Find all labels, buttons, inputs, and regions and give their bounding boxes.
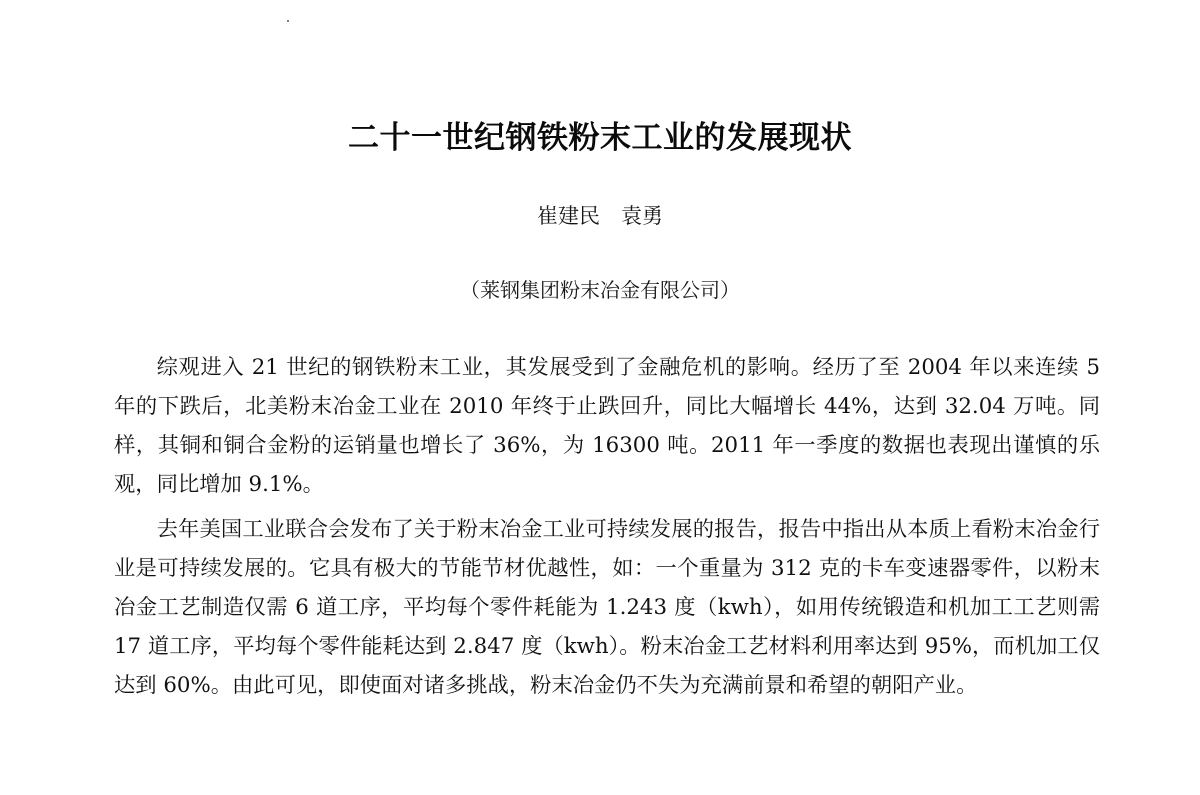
document-authors: 崔建民 袁勇 (537, 204, 663, 228)
document-affiliation: （莱钢集团粉末冶金有限公司） (460, 278, 740, 302)
document-body (114, 348, 1100, 711)
body-paragraph-2: 去年美国工业联合会发布了关于粉末冶金工业可持续发展的报告，报告中指出从本质上看粉末冶金行业是可持续发展的。它具有极大的节能节材优越性，如：一个重量为 312 克的卡车变速器零件，以粉末冶金工艺制造仅需 6 道工序，平均每个零件耗能为 1.243 度（kwh），如用传统锻造和机加工工艺则需 17 道工序，平均每个零件能耗达到 2.847 度（kwh）。粉末冶金工艺材料利用率达到 95%，而机加工仅达到 60%。由此可见，即使面对诸多挑战，粉末冶金仍不失为充满前景和希望的朝阳产业。 (114, 517, 1100, 698)
scan-speck (287, 20, 289, 22)
body-paragraph-1: 综观进入 21 世纪的钢铁粉末工业，其发展受到了金融危机的影响。经历了至 2004 年以来连续 5 年的下跌后，北美粉末冶金工业在 2010 年终于止跌回升，同比大幅增长 44%，达到 32.04 万吨。同样，其铜和铜合金粉的运销量也增长了 36%，为 16300 吨。2011 年一季度的数据也表现出谨慎的乐观，同比增加 9.1%。 (114, 355, 1100, 497)
document-title: 二十一世纪钢铁粉末工业的发展现状 (348, 120, 852, 156)
